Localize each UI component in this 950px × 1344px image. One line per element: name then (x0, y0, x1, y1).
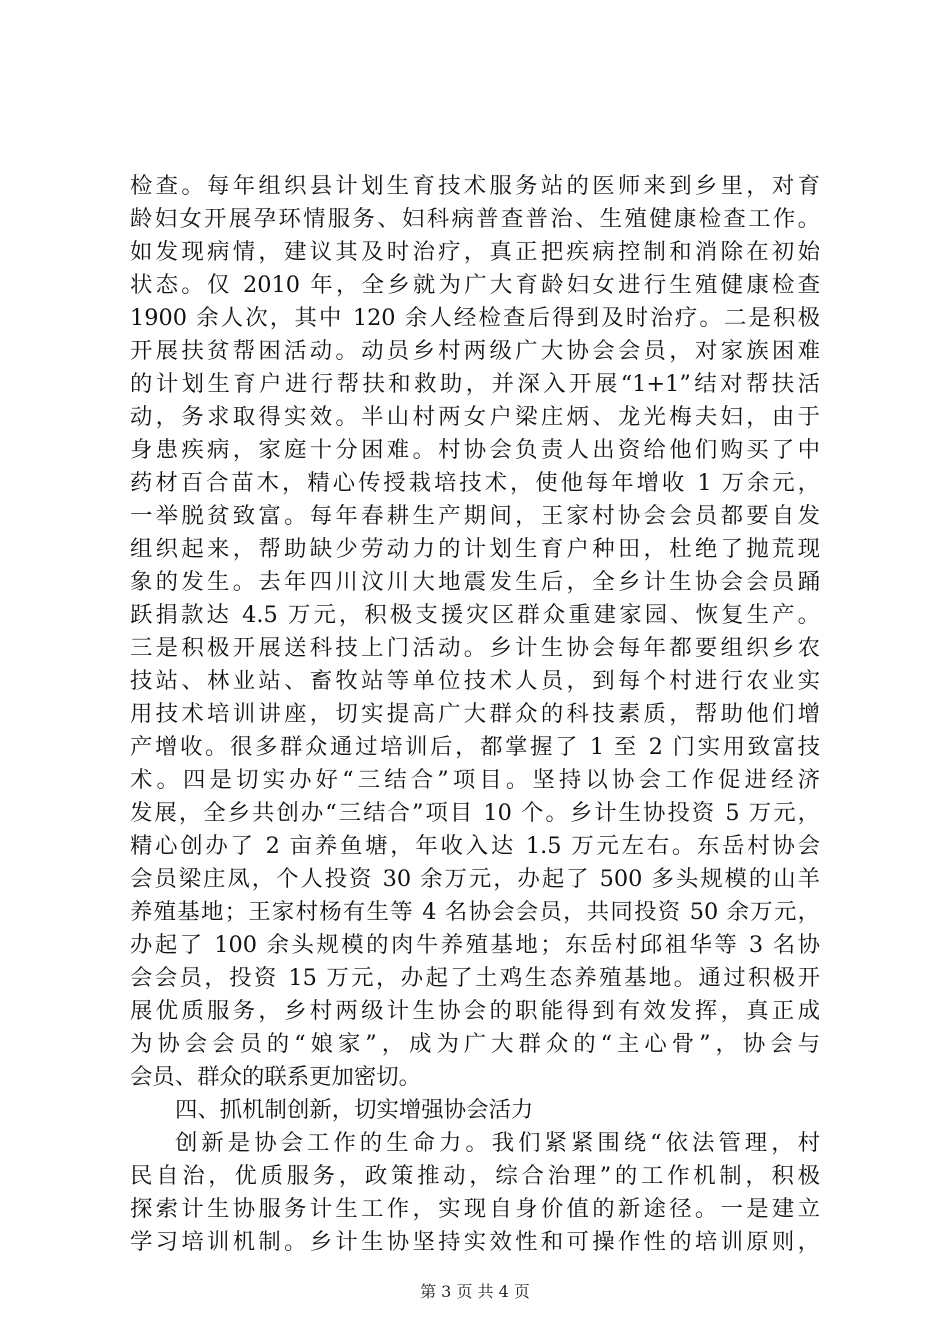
text-line: 产增收。很多群众通过培训后，都掌握了 1 至 2 门实用致富技 (130, 734, 820, 760)
text-line: 办起了 100 余头规模的肉牛养殖基地；东岳村邱祖华等 3 名协 (130, 932, 820, 958)
body-text (130, 170, 820, 1259)
text-line: 组织起来，帮助缺少劳动力的计划生育户种田，杜绝了抛荒现 (130, 536, 820, 562)
text-line: 的计划生育户进行帮扶和救助，并深入开展“1+1”结对帮扶活 (130, 371, 820, 397)
text-line: 用技术培训讲座，切实提高广大群众的科技素质，帮助他们增 (130, 701, 820, 727)
text-line: 会会员，投资 15 万元，办起了土鸡生态养殖基地。通过积极开 (130, 965, 820, 991)
text-line: 跃捐款达 4.5 万元，积极支援灾区群众重建家园、恢复生产。 (130, 602, 820, 628)
text-line: 检查。每年组织县计划生育技术服务站的医师来到乡里，对育 (130, 173, 820, 199)
text-line: 发展，全乡共创办“三结合”项目 10 个。乡计生协投资 5 万元， (130, 800, 820, 826)
text-line: 技站、林业站、畜牧站等单位技术人员，到每个村进行农业实 (130, 668, 820, 694)
text-line: 展优质服务，乡村两级计生协会的职能得到有效发挥，真正成 (130, 998, 820, 1024)
page-footer (0, 1282, 950, 1302)
text-line: 开展扶贫帮困活动。动员乡村两级广大协会会员，对家族困难 (130, 338, 820, 364)
text-line: 精心创办了 2 亩养鱼塘，年收入达 1.5 万元左右。东岳村协会 (130, 833, 820, 859)
text-line: 养殖基地；王家村杨有生等 4 名协会会员，共同投资 50 余万元， (130, 899, 820, 925)
text-line: 会员梁庄凤，个人投资 30 余万元，办起了 500 多头规模的山羊 (130, 866, 820, 892)
text-line: 象的发生。去年四川汶川大地震发生后，全乡计生协会会员踊 (130, 569, 820, 595)
text-line: 为协会会员的“娘家”，成为广大群众的“主心骨”，协会与 (130, 1031, 820, 1057)
text-line: 如发现病情，建议其及时治疗，真正把疾病控制和消除在初始 (130, 239, 820, 265)
text-line: 民自治，优质服务，政策推动，综合治理”的工作机制，积极 (130, 1163, 820, 1189)
page-number: 第 3 页 共 4 页 (420, 1282, 530, 1301)
text-line: 三是积极开展送科技上门活动。乡计生协会每年都要组织乡农 (130, 635, 820, 661)
text-line: 1900 余人次，其中 120 余人经检查后得到及时治疗。二是积极 (130, 305, 820, 331)
text-line: 会员、群众的联系更加密切。 (130, 1064, 422, 1090)
text-line: 学习培训机制。乡计生协坚持实效性和可操作性的培训原则， (130, 1229, 820, 1255)
text-line: 术。四是切实办好“三结合”项目。坚持以协会工作促进经济 (130, 767, 820, 793)
text-line: 创新是协会工作的生命力。我们紧紧围绕“依法管理，村 (175, 1130, 820, 1156)
text-line: 一举脱贫致富。每年春耕生产期间，王家村协会会员都要自发 (130, 503, 820, 529)
text-line: 身患疾病，家庭十分困难。村协会负责人出资给他们购买了中 (130, 437, 820, 463)
text-line: 状态。仅 2010 年，全乡就为广大育龄妇女进行生殖健康检查 (130, 272, 820, 298)
text-line: 药材百合苗木，精心传授栽培技术，使他每年增收 1 万余元， (130, 470, 820, 496)
text-line: 探索计生协服务计生工作，实现自身价值的新途径。一是建立 (130, 1196, 820, 1222)
text-line: 动，务求取得实效。半山村两女户梁庄炳、龙光梅夫妇，由于 (130, 404, 820, 430)
section-heading: 四、抓机制创新，切实增强协会活力 (175, 1097, 534, 1123)
text-line: 龄妇女开展孕环情服务、妇科病普查普治、生殖健康检查工作。 (130, 206, 820, 232)
